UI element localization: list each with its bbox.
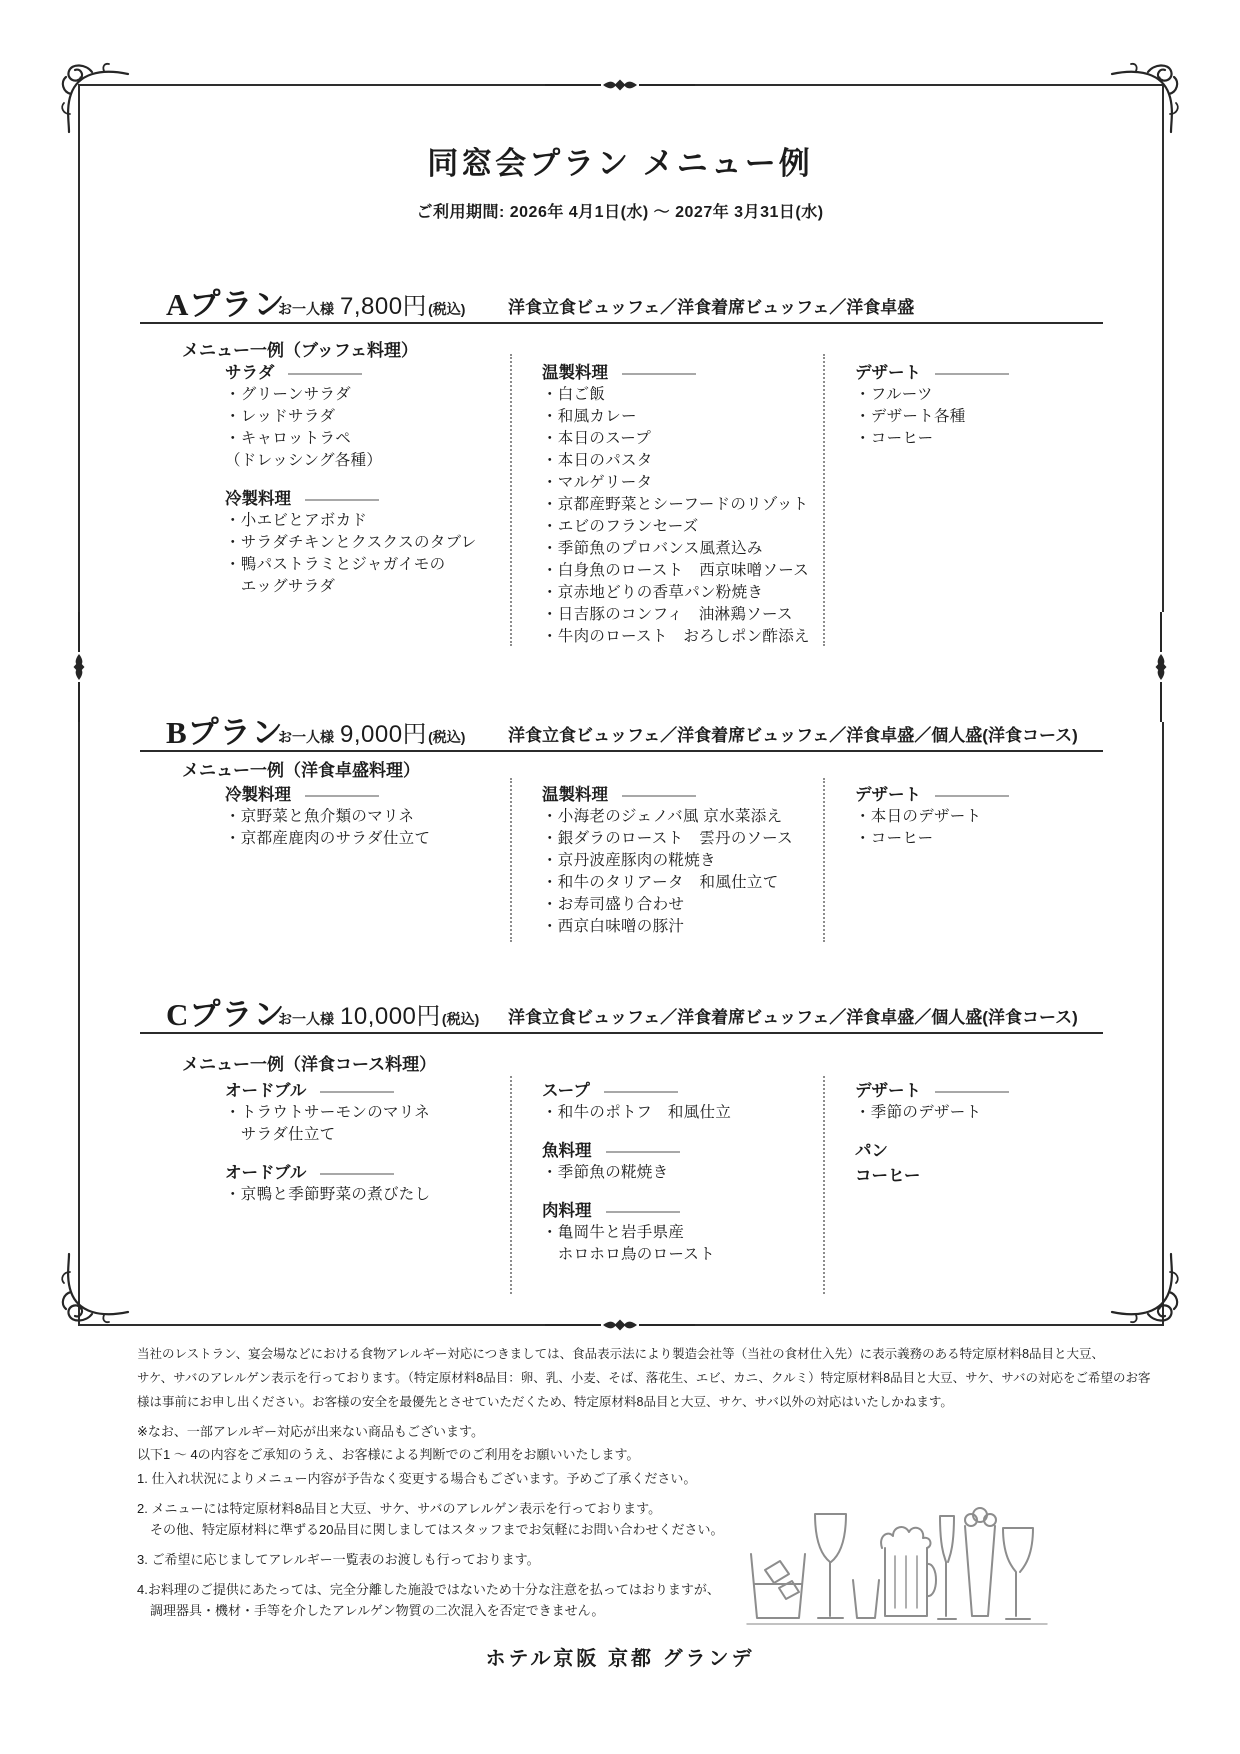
menu-item: ・日吉豚のコンフィ 油淋鶏ソース xyxy=(542,606,793,623)
menu-column xyxy=(542,362,820,648)
corner-flourish-bottom-left xyxy=(58,1248,134,1324)
menu-item: ・京都産鹿肉のサラダ仕立て xyxy=(225,830,431,847)
menu-group xyxy=(855,784,1105,850)
heading-line xyxy=(288,373,362,375)
group-heading xyxy=(542,1080,820,1102)
menu-item: ・牛肉のロースト おろしポン酢添え xyxy=(542,628,810,645)
menu-item: ・白身魚のロースト 西京味噌ソース xyxy=(542,562,810,579)
menu-item: ・コーヒー xyxy=(855,830,934,847)
column-divider xyxy=(510,778,512,942)
plan-service-styles: 洋食立食ビュッフェ／洋食着席ビュッフェ／洋食卓盛 xyxy=(508,298,915,317)
tax-label: (税込) xyxy=(441,1011,480,1027)
menu-column xyxy=(225,1080,507,1206)
menu-example-title: メニュー一例（ブッフェ料理） xyxy=(182,341,418,360)
allergy-statement xyxy=(137,1342,1150,1414)
note-line: その他、特定原材料に準ずる20品目に関しましてはスタッフまでお気軽にお問い合わせください。 xyxy=(137,1522,724,1537)
menu-item: ・コーヒー xyxy=(855,430,934,447)
menu-item: ・本日のスープ xyxy=(542,430,652,447)
menu-item: ・亀岡牛と岩手県産 xyxy=(542,1224,685,1241)
group-heading xyxy=(855,1080,1105,1102)
plan-rule xyxy=(140,322,1103,324)
menu-item: ・京都産野菜とシーフードのリゾット xyxy=(542,496,809,513)
menu-item: ・京鴨と季節野菜の煮びたし xyxy=(225,1186,431,1203)
menu-example-title: メニュー一例（洋食コース料理） xyxy=(182,1055,437,1074)
menu-item: ・和風カレー xyxy=(542,408,637,425)
group-heading-label: スープ xyxy=(542,1082,590,1100)
heading-line xyxy=(305,499,379,501)
column-divider xyxy=(510,1076,512,1294)
menu-item: ・季節魚の糀焼き xyxy=(542,1164,669,1181)
column-divider xyxy=(823,778,825,942)
menu-item: ・グリーンサラダ xyxy=(225,386,351,403)
hotel-name: ホテル京阪 京都 グランデ xyxy=(485,1648,755,1670)
tax-label: (税込) xyxy=(428,729,466,745)
edge-ornament-bottom xyxy=(545,1317,695,1333)
menu-item: ・トラウトサーモンのマリネ xyxy=(225,1104,431,1121)
menu-group xyxy=(855,1165,1105,1187)
menu-group xyxy=(225,362,507,472)
menu-item: ・レッドサラダ xyxy=(225,408,336,425)
menu-item: （ドレッシング各種） xyxy=(225,452,383,469)
group-heading xyxy=(542,784,820,806)
menu-item: ・マルゲリータ xyxy=(542,474,653,491)
group-heading-label: パン xyxy=(855,1142,888,1160)
allergy-caution xyxy=(137,1420,639,1466)
caution-line: ※なお、一部アレルギー対応が出来ない商品もございます。 xyxy=(137,1424,485,1439)
menu-group xyxy=(855,362,1105,450)
group-heading xyxy=(542,362,820,384)
menu-column xyxy=(855,362,1105,450)
edge-ornament-top xyxy=(545,77,695,93)
corner-flourish-top-right xyxy=(1106,62,1182,138)
menu-column xyxy=(542,1080,820,1266)
usage-period: ご利用期間: 2026年 4月1日(水) ～ 2027年 3月31日(水) xyxy=(416,204,824,221)
menu-group xyxy=(225,784,507,850)
group-heading-label: 肉料理 xyxy=(542,1202,592,1220)
note-line: 1. 仕入れ状況によりメニュー内容が予告なく変更する場合もございます。予めご了承ください。 xyxy=(137,1471,697,1486)
heading-line xyxy=(935,795,1009,797)
column-divider xyxy=(823,1076,825,1294)
menu-column xyxy=(542,784,820,938)
group-heading xyxy=(542,1140,820,1162)
menu-item: ・京野菜と魚介類のマリネ xyxy=(225,808,415,825)
group-heading xyxy=(855,1165,1105,1187)
menu-item: ・西京白味噌の豚汁 xyxy=(542,918,685,935)
page-title: 同窓会プラン メニュー例 xyxy=(427,146,813,181)
edge-ornament-left xyxy=(71,612,87,722)
menu-column xyxy=(855,1080,1105,1187)
group-heading-label: 冷製料理 xyxy=(225,786,291,804)
numbered-note xyxy=(137,1468,723,1489)
group-heading xyxy=(225,784,507,806)
heading-line xyxy=(622,795,696,797)
group-heading-label: デザート xyxy=(855,786,921,804)
group-heading xyxy=(542,1200,820,1222)
price-value: 7,800円 xyxy=(340,293,428,320)
menu-group xyxy=(855,1080,1105,1124)
group-heading xyxy=(855,1140,1105,1162)
group-heading xyxy=(225,362,507,384)
person-label: お一人様 xyxy=(278,1011,334,1027)
numbered-notes xyxy=(137,1468,723,1630)
menu-item: ・京赤地どりの香草パン粉焼き xyxy=(542,584,764,601)
plan-name: Aプラン xyxy=(166,287,286,322)
menu-item: ・和牛のタリアータ 和風仕立て xyxy=(542,874,779,891)
menu-item: ・京丹波産豚肉の糀焼き xyxy=(542,852,716,869)
group-heading-label: デザート xyxy=(855,1082,921,1100)
plan-rule xyxy=(140,750,1103,752)
group-heading-label: 魚料理 xyxy=(542,1142,592,1160)
heading-line xyxy=(320,1173,394,1175)
heading-line xyxy=(320,1091,394,1093)
group-heading xyxy=(225,1162,507,1184)
menu-item: ・デザート各種 xyxy=(855,408,966,425)
group-heading-label: 温製料理 xyxy=(542,786,608,804)
menu-group xyxy=(225,488,507,598)
menu-group xyxy=(542,1200,820,1266)
price-value: 9,000円 xyxy=(340,721,428,748)
menu-item: ・本日のパスタ xyxy=(542,452,653,469)
menu-item: ・キャロットラペ xyxy=(225,430,352,447)
corner-flourish-top-left xyxy=(58,62,134,138)
note-line: 調理器具・機材・手等を介したアレルゲン物質の二次混入を否定できません。 xyxy=(137,1603,605,1618)
caution-line: 以下1 ～ 4の内容をご承知のうえ、お客様による判断でのご利用をお願いいたします。 xyxy=(137,1447,640,1462)
glassware-illustration xyxy=(735,1452,1065,1637)
column-divider xyxy=(510,354,512,646)
heading-line xyxy=(606,1211,680,1213)
allergy-line: 様は事前にお申し出ください。お客様の安全を最優先とさせていただくため、特定原材料8品目と大豆、サケ、サバ以外の対応はいたしかねます。 xyxy=(137,1395,953,1409)
menu-item: ・サラダチキンとクスクスのタブレ xyxy=(225,534,477,551)
note-line: 4.お料理のご提供にあたっては、完全分離した施設ではないため十分な注意を払ってはおりますが、 xyxy=(137,1582,720,1597)
menu-example-title: メニュー一例（洋食卓盛料理） xyxy=(182,761,420,780)
person-label: お一人様 xyxy=(278,301,334,317)
allergy-line: 当社のレストラン、宴会場などにおける食物アレルギー対応につきましては、食品表示法により製造会社等（当社の食材仕入先）に表示義務のある特定原材料8品目と大豆、 xyxy=(137,1347,1105,1361)
menu-group xyxy=(542,1080,820,1124)
heading-line xyxy=(935,373,1009,375)
menu-group xyxy=(855,1140,1105,1162)
menu-item: サラダ仕立て xyxy=(225,1126,336,1143)
menu-group xyxy=(225,1162,507,1206)
corner-flourish-bottom-right xyxy=(1106,1248,1182,1324)
heading-line xyxy=(622,373,696,375)
group-heading-label: 冷製料理 xyxy=(225,490,291,508)
group-heading-label: オードブル xyxy=(225,1164,307,1182)
column-divider xyxy=(823,354,825,646)
menu-column xyxy=(225,784,507,850)
plan-header xyxy=(140,706,1108,750)
plan-header xyxy=(140,988,1108,1032)
menu-group xyxy=(542,784,820,938)
plan-name: Bプラン xyxy=(166,715,284,750)
heading-line xyxy=(935,1091,1009,1093)
menu-item: ・小エビとアボカド xyxy=(225,512,368,529)
menu-item: ・エビのフランセーズ xyxy=(542,518,699,535)
group-heading xyxy=(855,362,1105,384)
group-heading xyxy=(225,488,507,510)
note-line: 2. メニューには特定原材料8品目と大豆、サケ、サバのアレルゲン表示を行っております。 xyxy=(137,1501,662,1516)
numbered-note xyxy=(137,1498,723,1540)
menu-item: ・小海老のジェノバ風 京水菜添え xyxy=(542,808,783,825)
edge-ornament-right xyxy=(1153,612,1169,722)
menu-item: ・フルーツ xyxy=(855,386,933,403)
heading-line xyxy=(305,795,379,797)
menu-item: ・お寿司盛り合わせ xyxy=(542,896,685,913)
group-heading-label: コーヒー xyxy=(855,1167,921,1185)
numbered-note xyxy=(137,1549,723,1570)
group-heading xyxy=(855,784,1105,806)
heading-line xyxy=(604,1091,678,1093)
menu-column xyxy=(225,362,507,598)
group-heading-label: オードブル xyxy=(225,1082,307,1100)
tax-label: (税込) xyxy=(428,301,466,317)
menu-item: ・白ご飯 xyxy=(542,386,606,403)
numbered-note xyxy=(137,1579,723,1621)
menu-item: ・本日のデザート xyxy=(855,808,982,825)
group-heading-label: デザート xyxy=(855,364,921,382)
menu-column xyxy=(855,784,1105,850)
plan-header xyxy=(140,278,1108,322)
plan-name: Cプラン xyxy=(166,997,286,1032)
heading-line xyxy=(606,1151,680,1153)
menu-item: ・銀ダラのロースト 雲丹のソース xyxy=(542,830,793,847)
menu-item: ホロホロ鳥のロースト xyxy=(542,1246,716,1263)
menu-group xyxy=(542,362,820,648)
menu-item: ・和牛のポトフ 和風仕立 xyxy=(542,1104,732,1121)
menu-item: ・季節のデザート xyxy=(855,1104,982,1121)
plan-service-styles: 洋食立食ビュッフェ／洋食着席ビュッフェ／洋食卓盛／個人盛(洋食コース) xyxy=(508,726,1078,745)
plan-rule xyxy=(140,1032,1103,1034)
plan-service-styles: 洋食立食ビュッフェ／洋食着席ビュッフェ／洋食卓盛／個人盛(洋食コース) xyxy=(508,1008,1078,1027)
note-line: 3. ご希望に応じましてアレルギー一覧表のお渡しも行っております。 xyxy=(137,1552,540,1567)
menu-group xyxy=(225,1080,507,1146)
allergy-line: サケ、サバのアレルゲン表示を行っております。（特定原材料8品目：卵、乳、小麦、そば、落花生、エビ、カニ、クルミ）特定原材料8品目と大豆、サケ、サバの対応をご希望のお客 xyxy=(137,1371,1151,1385)
plan-price xyxy=(278,286,465,321)
menu-group xyxy=(542,1140,820,1184)
group-heading-label: 温製料理 xyxy=(542,364,608,382)
menu-item: ・季節魚のプロバンス風煮込み xyxy=(542,540,763,557)
group-heading-label: サラダ xyxy=(225,364,275,382)
price-value: 10,000円 xyxy=(340,1003,441,1030)
person-label: お一人様 xyxy=(278,729,334,745)
plan-price xyxy=(278,996,479,1031)
menu-item: エッグサラダ xyxy=(225,578,336,595)
group-heading xyxy=(225,1080,507,1102)
menu-item: ・鴨パストラミとジャガイモの xyxy=(225,556,446,573)
plan-price xyxy=(278,714,465,749)
